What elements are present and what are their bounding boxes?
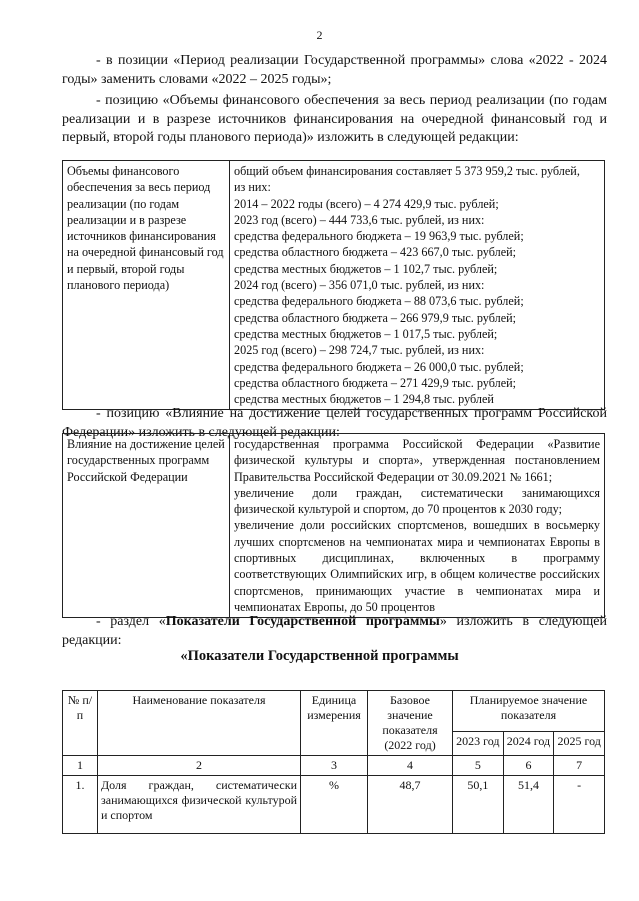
header-name: Наименование показателя xyxy=(98,691,301,756)
column-number: 6 xyxy=(503,756,554,776)
row-num: 1. xyxy=(63,776,98,834)
paragraph-influence-change: - позицию «Влияние на достижение целей государственных программ Российской Федерации» изложить в следующей редакции: xyxy=(62,406,607,440)
influence-paragraph: увеличение доли граждан, систематически занимающихся физической культурой и спортом, до 70 процентов к 2030 году; xyxy=(234,485,600,517)
funding-table xyxy=(62,160,605,410)
funding-line: из них: xyxy=(234,180,271,195)
row-name: Доля граждан, систематически занимающихся физической культурой и спортом xyxy=(98,776,301,834)
row-2023: 50,1 xyxy=(453,776,504,834)
header-year-2023: 2023 год xyxy=(453,732,504,756)
page-number: 2 xyxy=(316,28,323,42)
funding-line: средства местных бюджетов – 1 017,5 тыс. рублей; xyxy=(234,326,498,341)
row-2024: 51,4 xyxy=(503,776,554,834)
funding-table-label: Объемы финансового обеспечения за весь период реализации (по годам реализации и в разрезе источников финансирования на очередной финансовый год и первый, второй годы планового периода) xyxy=(63,161,230,410)
column-number: 7 xyxy=(554,756,605,776)
header-unit: Единица измерения xyxy=(301,691,368,756)
funding-line: средства местных бюджетов – 1 294,8 тыс. рублей xyxy=(234,392,494,407)
section-title: «Показатели Государственной программы xyxy=(180,648,459,664)
row-unit: % xyxy=(301,776,368,834)
row-base: 48,7 xyxy=(368,776,453,834)
influence-paragraph: увеличение доли российских спортсменов, вошедших в восьмерку лучших спортсменов на чемпионатах мира и чемпионатах Европы в спортивных дисциплинах, включенных в программу соответствующих Олимпийских игр, в общем количестве российских спортсменов, принимающих участие в чемпионатах мира и чемпионатах Европы, до 50 процентов xyxy=(234,518,600,614)
paragraph-funding-change: - позицию «Объемы финансового обеспечения за весь период реализации (по годам реализации и в разрезе источников финансирования на очередной финансовый год и первый, второй годы планового периода)» изложить в следующей редакции: xyxy=(62,93,607,145)
funding-line: средства федерального бюджета – 19 963,9 тыс. рублей; xyxy=(234,229,524,244)
column-number: 1 xyxy=(63,756,98,776)
column-number: 5 xyxy=(453,756,504,776)
header-year-2024: 2024 год xyxy=(503,732,554,756)
column-number: 4 xyxy=(368,756,453,776)
influence-table-label: Влияние на достижение целей государственных программ Российской Федерации xyxy=(63,434,230,618)
funding-line: средства областного бюджета – 271 429,9 тыс. рублей; xyxy=(234,375,517,390)
funding-line: средства федерального бюджета – 26 000,0 тыс. рублей; xyxy=(234,359,524,374)
indicators-table xyxy=(62,690,605,834)
header-year-2025: 2025 год xyxy=(554,732,605,756)
row-2025: - xyxy=(554,776,605,834)
column-number: 2 xyxy=(98,756,301,776)
paragraph-period-change: - в позиции «Период реализации Государственной программы» слова «2022 - 2024 годы» заменить словами «2022 – 2025 годы»; xyxy=(62,53,607,87)
header-num: № п/п xyxy=(63,691,98,756)
funding-line: 2023 год (всего) – 444 733,6 тыс. рублей, из них: xyxy=(234,212,485,227)
funding-line: средства областного бюджета – 423 667,0 тыс. рублей; xyxy=(234,245,517,260)
column-number: 3 xyxy=(301,756,368,776)
header-plan: Планируемое значение показателя xyxy=(453,691,605,732)
para4-bold: Показатели Государственной программы xyxy=(165,614,440,629)
funding-line: общий объем финансирования составляет 5 373 959,2 тыс. рублей, xyxy=(234,164,580,178)
paragraph-indicators-change xyxy=(62,613,607,650)
table-row xyxy=(63,776,605,834)
influence-table-values xyxy=(230,434,605,618)
para4-suffix: » изложить в следующей редакции: xyxy=(62,614,607,648)
header-base: Базовое значение показателя (2022 год) xyxy=(368,691,453,756)
funding-line: средства областного бюджета – 266 979,9 тыс. рублей; xyxy=(234,310,517,325)
para4-prefix: - раздел « xyxy=(96,614,166,629)
funding-line: 2014 – 2022 годы (всего) – 4 274 429,9 тыс. рублей; xyxy=(234,196,499,211)
funding-line: средства федерального бюджета – 88 073,6 тыс. рублей; xyxy=(234,294,524,309)
funding-table-values xyxy=(230,161,605,410)
influence-table xyxy=(62,433,605,618)
influence-paragraph: государственная программа Российской Федерации «Развитие физической культуры и спорта», утвержденная постановлением Правительства Российской Федерации от 30.09.2021 № 1661; xyxy=(234,437,600,484)
funding-line: 2024 год (всего) – 356 071,0 тыс. рублей, из них: xyxy=(234,278,485,293)
funding-line: 2025 год (всего) – 298 724,7 тыс. рублей, из них: xyxy=(234,343,485,358)
funding-line: средства местных бюджетов – 1 102,7 тыс. рублей; xyxy=(234,261,498,276)
